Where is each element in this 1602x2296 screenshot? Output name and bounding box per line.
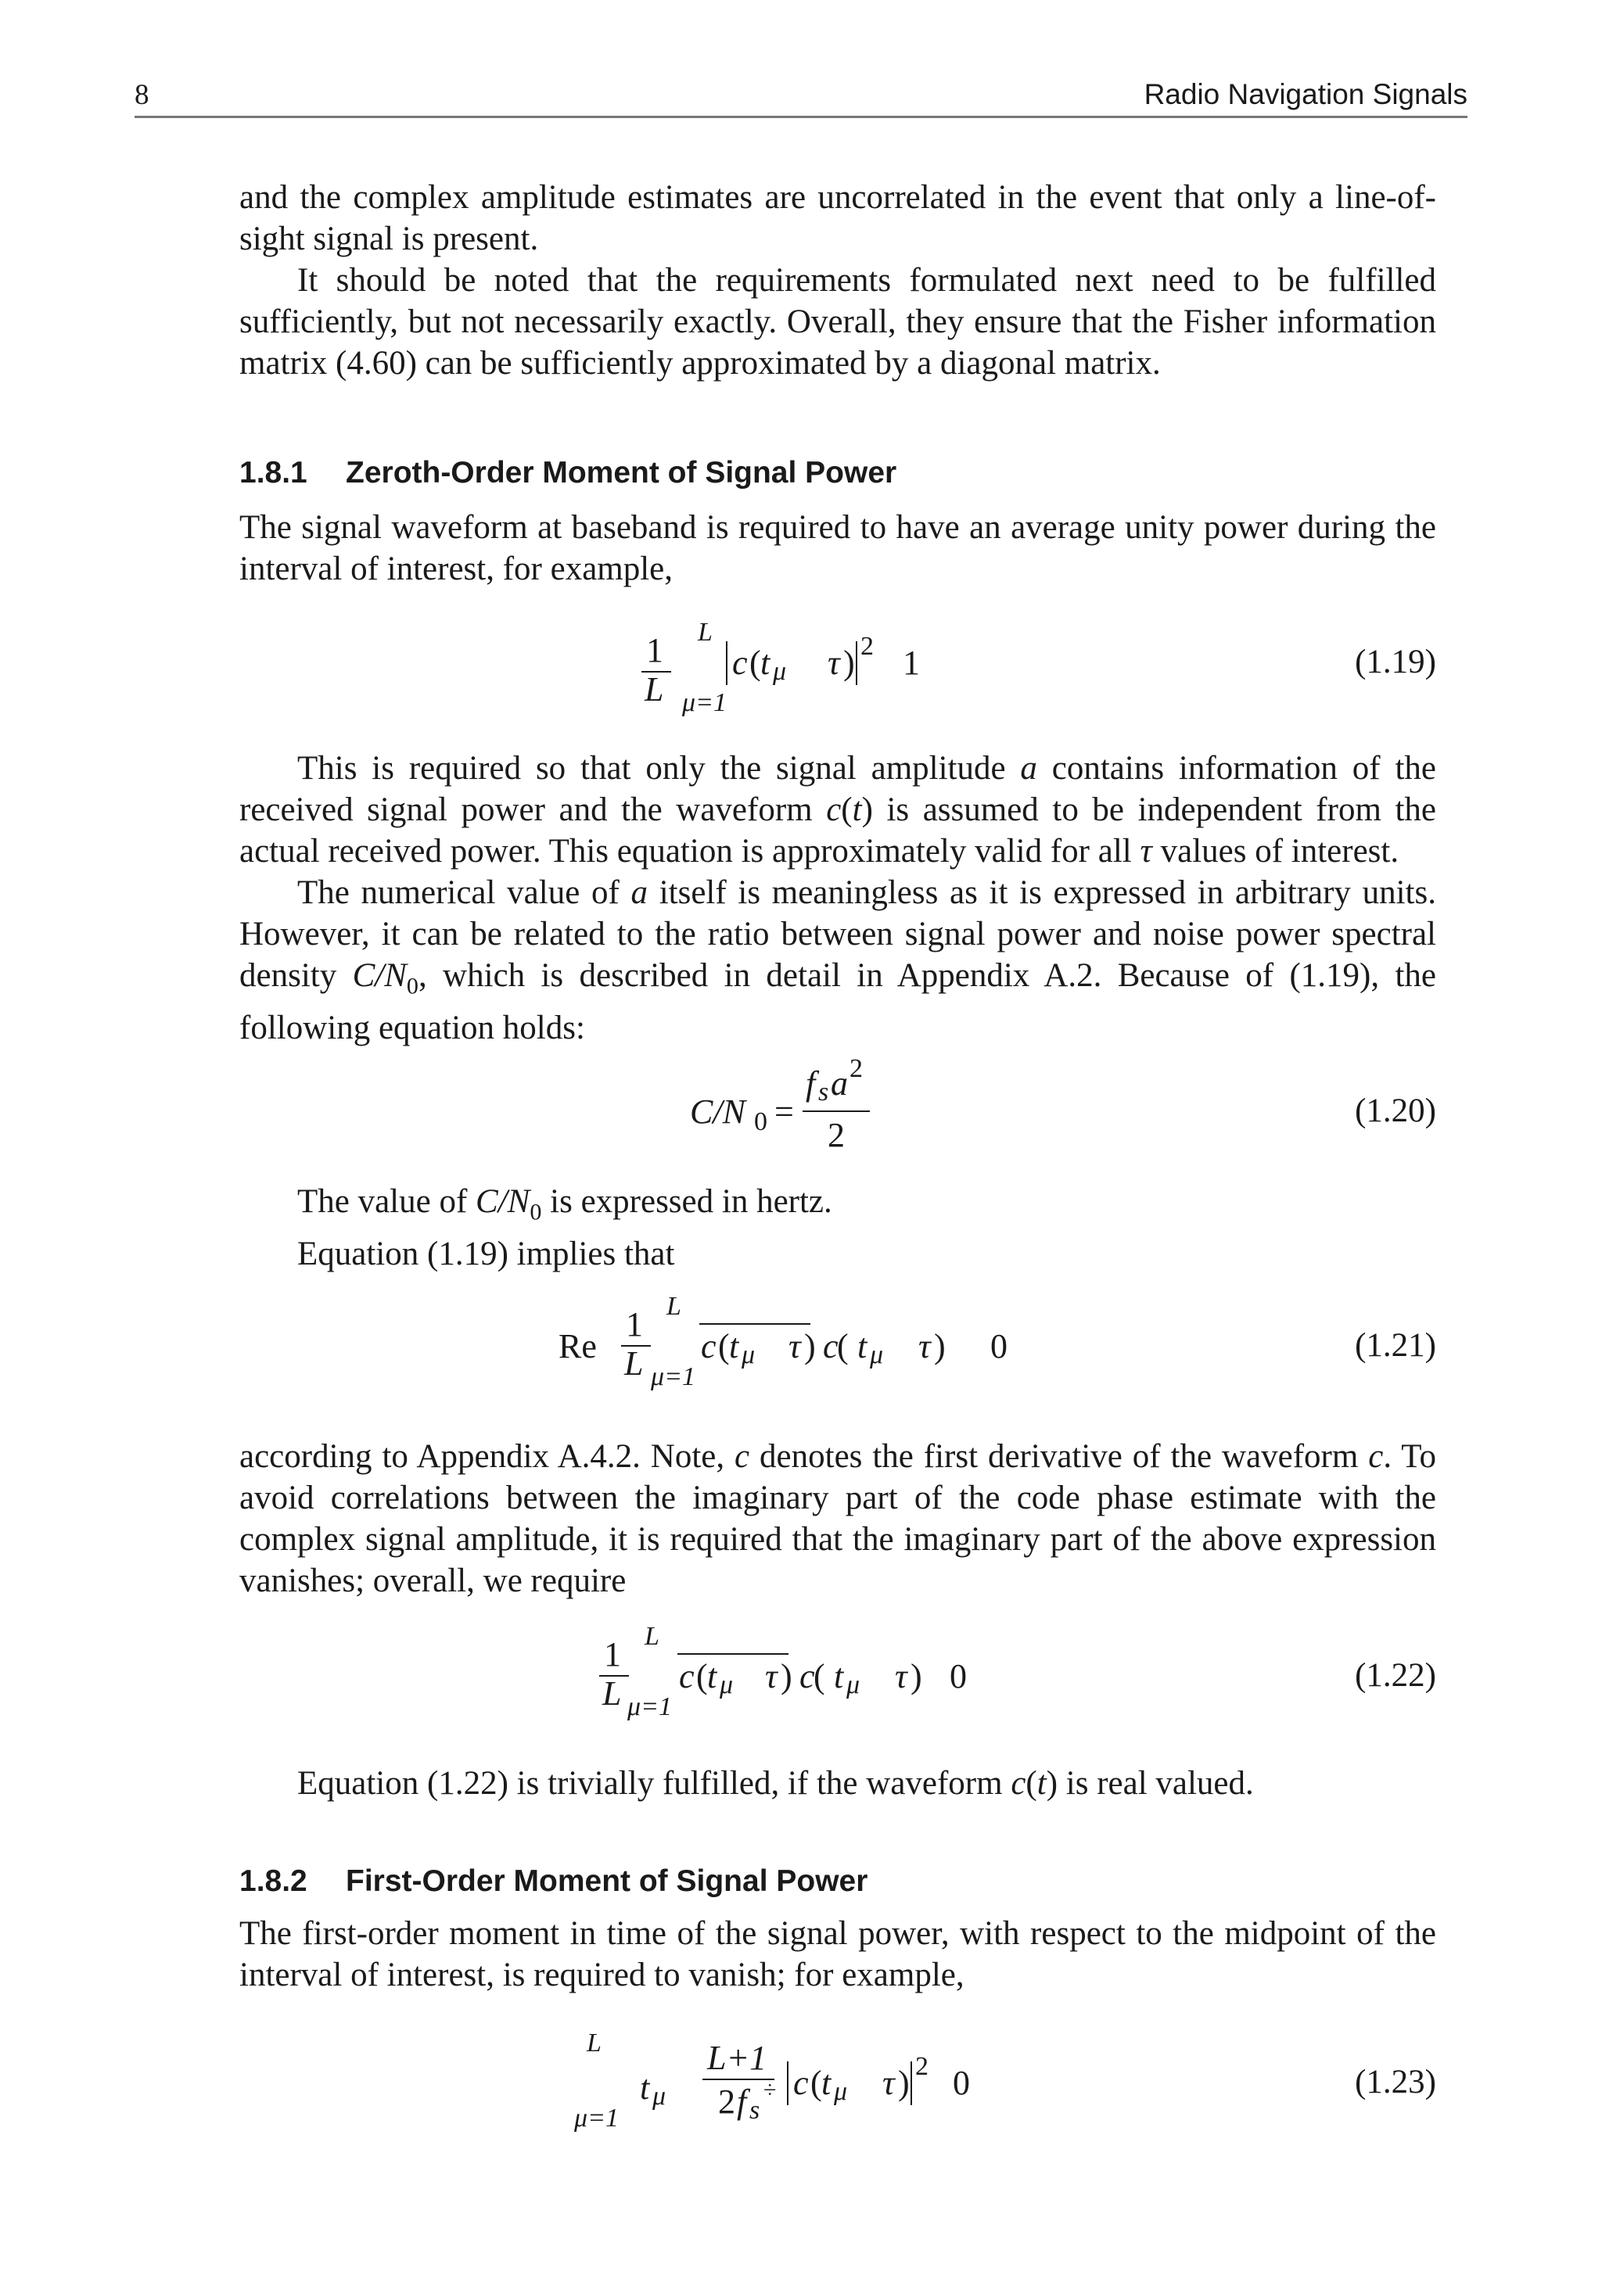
text-run: values of interest. <box>1151 833 1399 870</box>
eq-lhs-sub: 0 <box>754 1107 767 1136</box>
eq-mu: μ <box>652 2082 666 2111</box>
running-title: Radio Navigation Signals <box>1144 78 1467 110</box>
text-run: ) is assumed to be independent from the actual received power. This equation is approximately valid for all <box>239 791 1436 870</box>
equation-number: (1.23) <box>1355 2064 1436 2100</box>
eq-num-f: f <box>806 1064 816 1103</box>
hertz-block <box>239 1181 1436 1275</box>
text-run: according to Appendix A.4.2. Note, <box>239 1438 735 1475</box>
eq-paren-close: ) <box>781 1657 792 1695</box>
eq-paren-close: ) <box>898 2064 910 2102</box>
eq-power: 2 <box>915 2052 929 2081</box>
page-number: 8 <box>135 79 149 111</box>
paragraph-first-order: The first-order moment in time of the signal power, with respect to the midpoint of the interval of interest, is required to vanish; for example, <box>239 1915 1436 1993</box>
eq-tau: τ <box>765 1657 778 1695</box>
var-cn0: C/N <box>352 957 407 994</box>
eq-rhs: 0 <box>950 1657 967 1695</box>
eq-paren: ( <box>718 1327 730 1365</box>
paragraph-real-valued <box>239 1763 1436 1804</box>
subscript: 0 <box>530 1198 542 1225</box>
text-run: itself is meaningless as it is expressed in arbitrary units. However, it can be related to the ratio between signal power and noise power spectral density <box>239 874 1436 994</box>
eq-rhs: 0 <box>990 1327 1008 1365</box>
equation-number: (1.22) <box>1355 1657 1436 1694</box>
eq-c: c <box>679 1657 695 1695</box>
eq-paren: ( <box>810 2064 822 2102</box>
eq-sum-upper: L <box>645 1622 659 1651</box>
paragraph-continuation: and the complex amplitude estimates are uncorrelated in the event that only a line-of-sight signal is present. <box>239 179 1436 257</box>
eq-frac-den-s: s <box>749 2096 760 2125</box>
text-run: is expressed in hertz. <box>541 1183 832 1220</box>
eq-frac-num: 1 <box>604 1635 621 1674</box>
real-valued-block <box>239 1763 1436 1804</box>
intro-block <box>239 177 1436 384</box>
var-c: c <box>735 1438 750 1475</box>
text-run: . To avoid correlations between the imaginary part of the code phase estimate with the complex signal amplitude, it is required that the imaginary part of the above expression vanishes; overall, we require <box>239 1438 1436 1599</box>
text-run: denotes the first derivative of the waveform <box>749 1438 1369 1475</box>
equation-1-19 <box>239 618 1436 719</box>
section-2-intro <box>239 1913 1436 1996</box>
eq-rhs: 0 <box>953 2064 970 2102</box>
eq-frac-den-f: f <box>737 2083 747 2121</box>
eq-mu: μ <box>846 1670 860 1699</box>
eq-paren-close: ) <box>911 1657 922 1695</box>
eq-c-prime: c <box>799 1657 815 1695</box>
text-run: The numerical value of <box>297 874 631 911</box>
equation-1-23 <box>239 2029 1436 2133</box>
eq-sum-lower: μ=1 <box>574 2104 620 2133</box>
text-run: ( <box>841 791 853 828</box>
eq-paren: ( <box>696 1657 708 1695</box>
eq-t: t <box>857 1327 867 1365</box>
equation-number: (1.19) <box>1355 644 1436 680</box>
var-cn0: C/N <box>476 1183 530 1220</box>
paragraph-requirements-note: It should be noted that the requirements formulated next need to be fulfilled sufficiently, but not necessarily exactly. Overall, they ensure that the Fisher information matrix (4.60) can be sufficiently approximated by a diagonal matrix. <box>239 262 1436 382</box>
var-c: c <box>826 791 842 828</box>
text-run: ) is real valued. <box>1046 1765 1254 1802</box>
eq-num-s: s <box>818 1078 829 1107</box>
eq-t: t <box>729 1327 739 1365</box>
eq-div: ÷ <box>763 2077 777 2103</box>
eq-frac-den: L <box>602 1674 622 1713</box>
section-1-body <box>239 748 1436 1049</box>
eq-abs-right <box>856 641 857 685</box>
eq-abs-left <box>726 641 727 685</box>
paragraph-hertz <box>239 1181 1436 1233</box>
var-t: t <box>1036 1765 1047 1802</box>
eq-den: 2 <box>828 1116 845 1154</box>
subscript: 0 <box>406 972 418 999</box>
eq-abs-left <box>787 2061 788 2105</box>
eq-conjugate-bar <box>677 1653 788 1655</box>
eq-sum-lower: μ=1 <box>627 1692 673 1721</box>
text-run: , which is described in detail in Appendix A.2. Because of (1.19), the following equation holds: <box>239 957 1436 1046</box>
eq-frac-den-2: 2 <box>718 2083 735 2121</box>
eq-rhs: 1 <box>903 644 920 682</box>
section-heading-1-8-1 <box>239 456 1436 490</box>
eq-paren: ( <box>837 1327 849 1365</box>
section-title: Zeroth-Order Moment of Signal Power <box>346 456 897 490</box>
text-run: ( <box>1025 1765 1037 1802</box>
eq-conjugate-bar <box>699 1323 810 1325</box>
eq-paren-close: ) <box>804 1327 816 1365</box>
eq-power: 2 <box>860 632 874 661</box>
eq-tau: τ <box>882 2064 895 2102</box>
eq-frac-num: L+1 <box>707 2039 767 2077</box>
eq-sum-upper: L <box>666 1292 681 1321</box>
eq-mu: μ <box>773 657 787 686</box>
eq-lhs: C/N <box>690 1092 745 1131</box>
eq-abs-right <box>911 2061 912 2105</box>
eq-paren-close: ) <box>934 1327 946 1365</box>
eq-tau: τ <box>918 1327 931 1365</box>
eq-sum-lower: μ=1 <box>651 1362 696 1391</box>
eq-mu: μ <box>720 1670 734 1699</box>
eq-sum-upper: L <box>587 2029 602 2057</box>
eq-frac-bar <box>803 1110 870 1112</box>
eq-frac-den: L <box>645 670 664 709</box>
section-heading-1-8-2 <box>239 1864 1436 1899</box>
var-a: a <box>630 874 648 911</box>
eq-c: c <box>701 1327 717 1365</box>
paragraph-implies: Equation (1.19) implies that <box>297 1235 675 1272</box>
eq-frac-num: 1 <box>646 631 663 669</box>
eq-frac-num: 1 <box>626 1305 643 1344</box>
text-run: This is required so that only the signal amplitude <box>297 750 1021 787</box>
equation-number: (1.20) <box>1355 1092 1436 1129</box>
eq-t: t <box>707 1657 717 1695</box>
eq-tau: τ <box>895 1657 907 1695</box>
eq-tau: τ <box>788 1327 801 1365</box>
section-number: 1.8.2 <box>239 1864 307 1898</box>
eq-equals: = <box>774 1092 794 1131</box>
equation-1-22 <box>239 1622 1436 1724</box>
eq-c: c <box>793 2064 809 2102</box>
paragraph-unity-power: The signal waveform at baseband is required to have an average unity power during the interval of interest, for example, <box>239 509 1436 587</box>
eq-c: c <box>732 644 748 682</box>
eq-num-pow: 2 <box>849 1054 863 1083</box>
section-title: First-Order Moment of Signal Power <box>346 1864 868 1898</box>
var-c: c <box>1011 1765 1026 1802</box>
equation-1-21 <box>239 1292 1436 1394</box>
appendix-block <box>239 1436 1436 1602</box>
eq-paren: ( <box>814 1657 825 1695</box>
eq-re: Re <box>559 1327 597 1365</box>
equation-number: (1.21) <box>1355 1327 1436 1364</box>
eq-paren-close: ) <box>843 644 855 682</box>
eq-mu: μ <box>834 2077 848 2106</box>
equation-1-20 <box>239 1054 1436 1162</box>
var-c: c <box>1368 1438 1384 1475</box>
eq-mu: μ <box>742 1340 756 1369</box>
var-t: t <box>852 791 862 828</box>
eq-t: t <box>834 1657 844 1695</box>
text-run: Equation (1.22) is trivially fulfilled, if the waveform <box>297 1765 1011 1802</box>
eq-t: t <box>640 2068 650 2107</box>
eq-t: t <box>760 644 770 682</box>
eq-frac-den: L <box>624 1344 644 1383</box>
text-run: The value of <box>297 1183 476 1220</box>
eq-num-a: a <box>831 1064 848 1103</box>
page-header <box>135 78 1467 118</box>
paragraph-amplitude <box>239 748 1436 872</box>
eq-sum-lower: μ=1 <box>682 688 727 717</box>
eq-t: t <box>821 2064 832 2102</box>
var-a: a <box>1020 750 1037 787</box>
eq-c-prime: c <box>823 1327 839 1365</box>
eq-paren: ( <box>749 644 761 682</box>
paragraph-numerical-value <box>239 872 1436 1049</box>
var-tau: τ <box>1140 833 1152 870</box>
section-number: 1.8.1 <box>239 456 307 490</box>
section-1-intro <box>239 507 1436 590</box>
paragraph-derivative <box>239 1436 1436 1602</box>
eq-mu: μ <box>870 1340 884 1369</box>
text-run: contains information of the received signal power and the waveform <box>239 750 1436 828</box>
eq-sum-upper: L <box>698 618 713 647</box>
eq-tau: τ <box>828 644 840 682</box>
